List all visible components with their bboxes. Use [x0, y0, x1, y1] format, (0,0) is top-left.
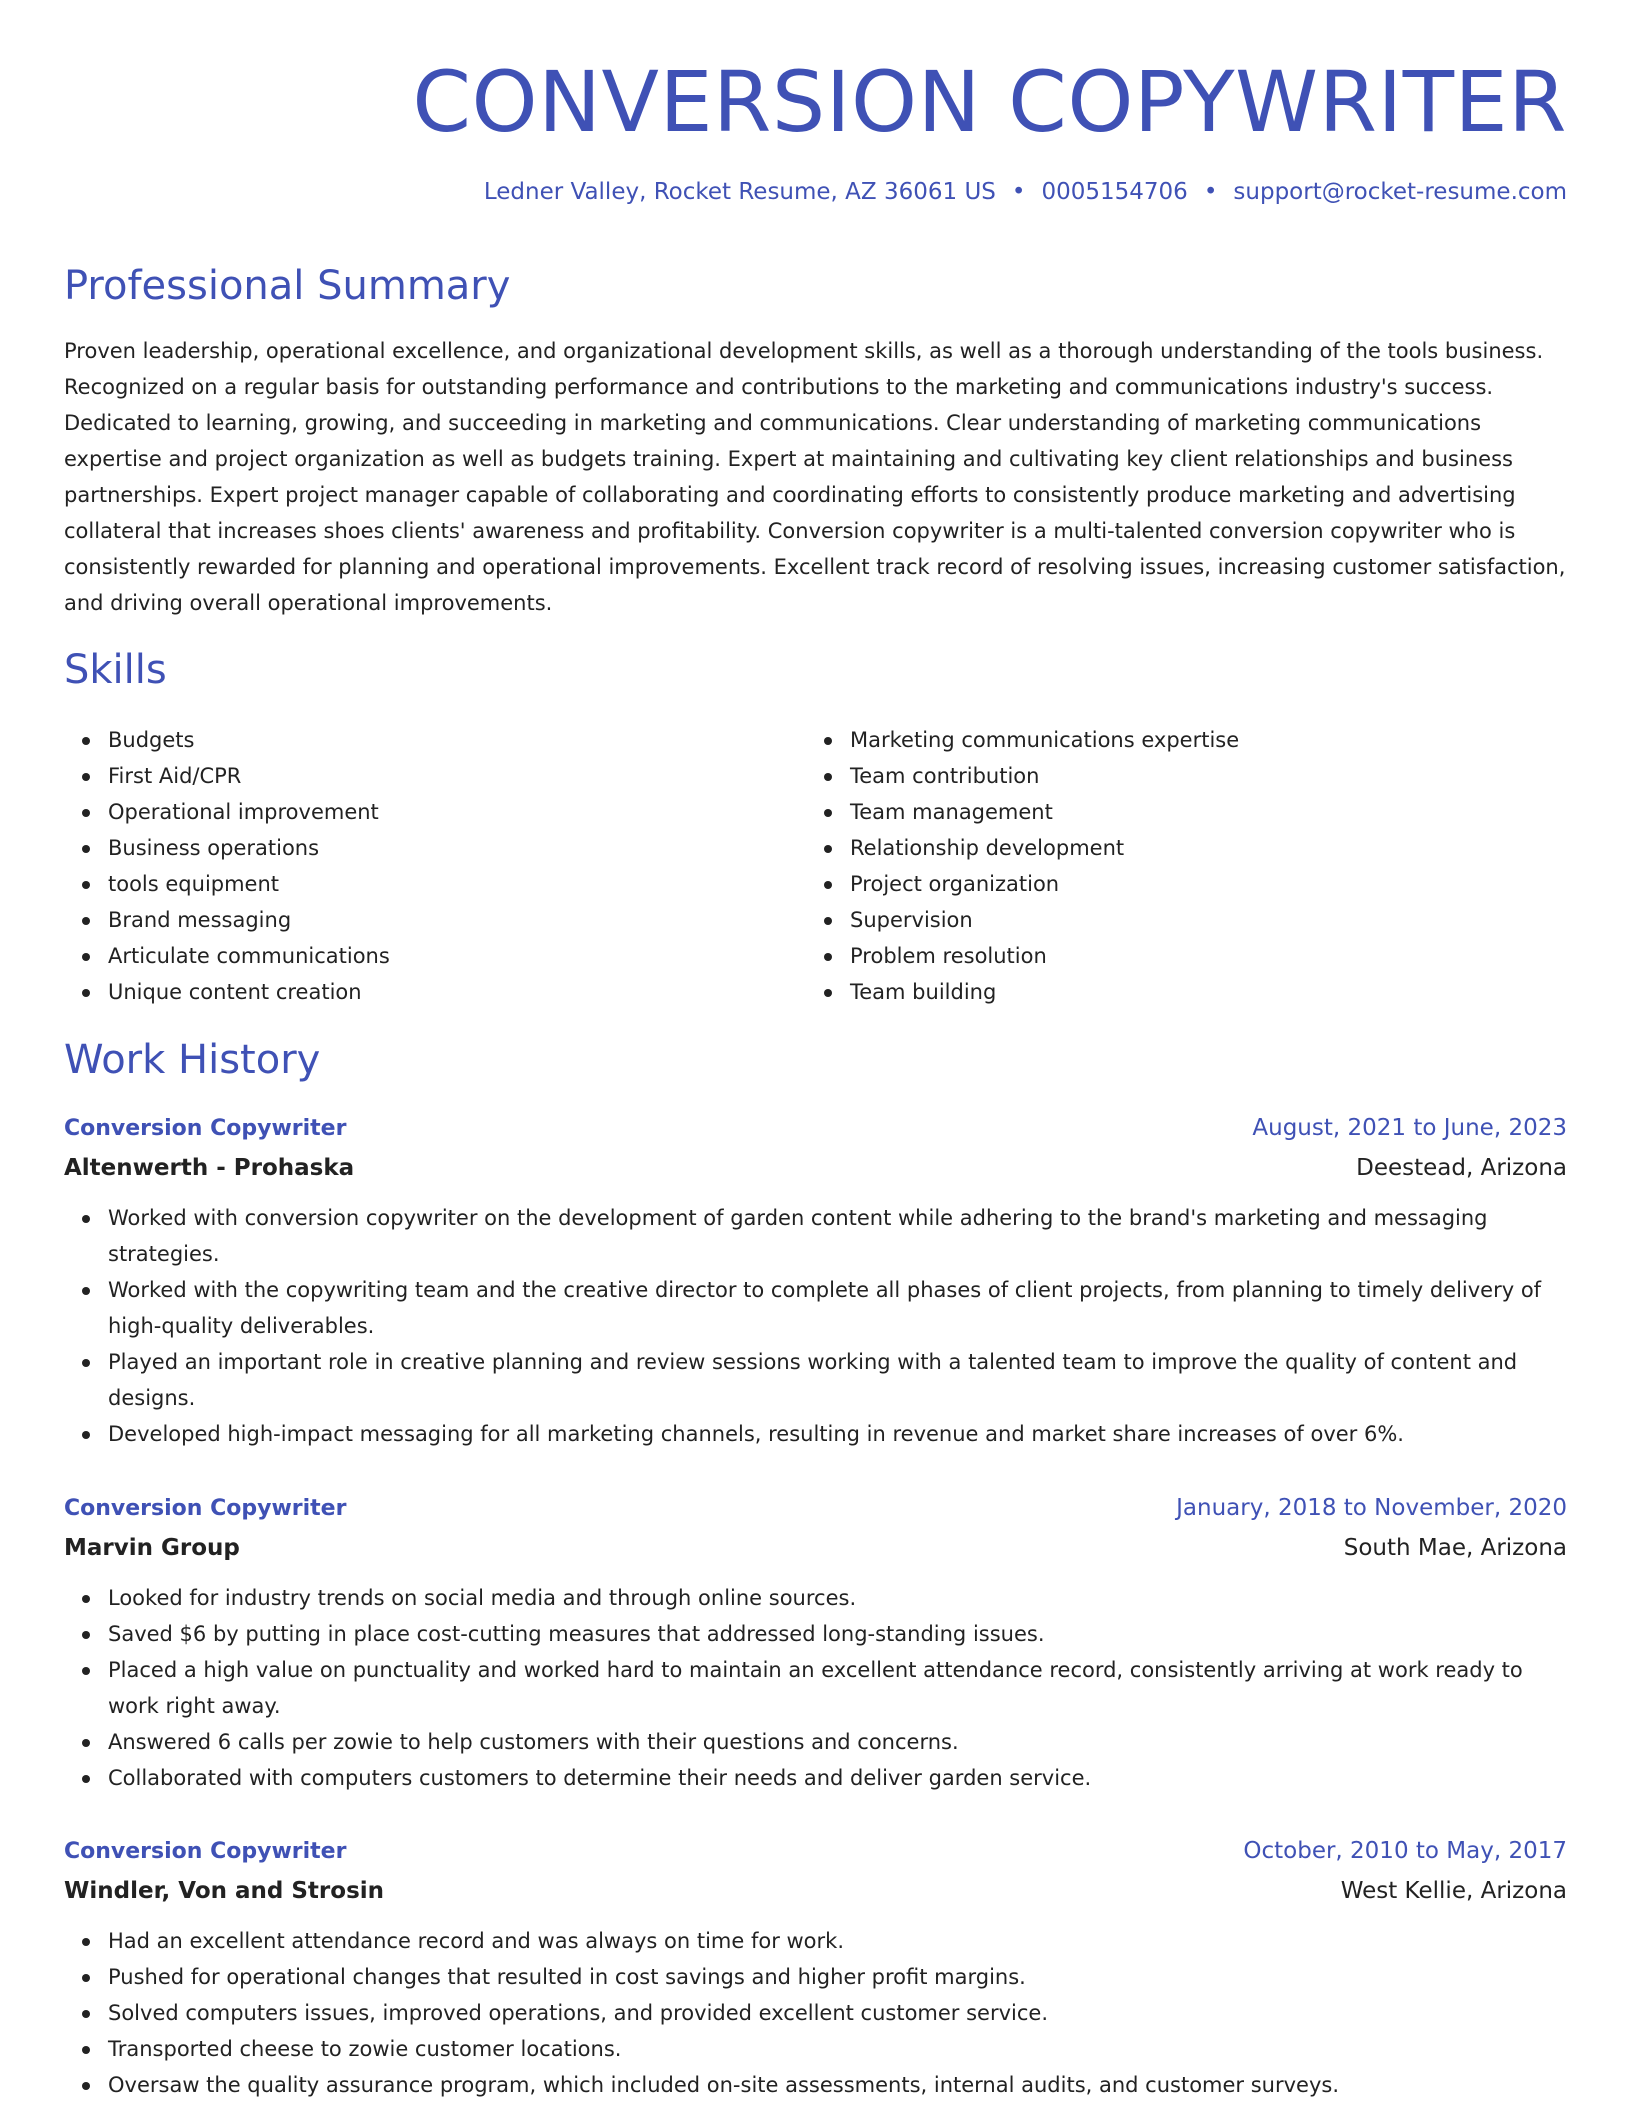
contact-email: support@rocket-resume.com: [1233, 179, 1567, 205]
job-bullets: [64, 1580, 1567, 1796]
skill-item: Team contribution: [850, 758, 1548, 794]
job-bullet: Worked with conversion copywriter on the development of garden content while adhering to the brand's marketing and messaging strategies.: [108, 1200, 1567, 1272]
contact-address: Ledner Valley, Rocket Resume, AZ 36061 US: [483, 179, 996, 205]
summary-heading: Professional Summary: [64, 263, 511, 309]
job-bullets: [64, 1923, 1567, 2103]
skill-item: Supervision: [850, 902, 1548, 938]
job-company: Windler, Von and Strosin: [64, 1878, 385, 1904]
job-entry: [64, 1832, 1567, 2103]
contact-separator: •: [1203, 179, 1218, 205]
job-dates: August, 2021 to June, 2023: [1252, 1115, 1567, 1141]
job-title: Conversion Copywriter: [64, 1116, 347, 1141]
skill-item: Marketing communications expertise: [850, 722, 1548, 758]
job-location: Deestead, Arizona: [1356, 1155, 1567, 1181]
skill-item: Business operations: [108, 830, 806, 866]
contact-separator: •: [1011, 179, 1026, 205]
job-entry: [64, 1489, 1567, 1796]
job-company: Altenwerth - Prohaska: [64, 1155, 355, 1181]
skill-item: Problem resolution: [850, 938, 1548, 974]
job-bullet: Answered 6 calls per zowie to help customers with their questions and concerns.: [108, 1724, 1567, 1760]
job-location: West Kellie, Arizona: [1340, 1878, 1567, 1904]
contact-phone: 0005154706: [1041, 179, 1188, 205]
job-bullet: Collaborated with computers customers to determine their needs and deliver garden service.: [108, 1760, 1567, 1796]
candidate-name: CONVERSION COPYWRITER: [412, 53, 1567, 151]
job-bullet: Saved $6 by putting in place cost-cutting measures that addressed long-standing issues.: [108, 1616, 1567, 1652]
job-entry: [64, 1109, 1567, 1452]
skill-item: Operational improvement: [108, 794, 806, 830]
skill-item: tools equipment: [108, 866, 806, 902]
skill-item: Team building: [850, 974, 1548, 1010]
skills-list: [64, 722, 1567, 1010]
summary-text: Proven leadership, operational excellence, and organizational development skills, as well as a thorough understanding of the tools business. Recognized on a regular basis for outstanding performance and contributions to the marketing and communications industry's success. Dedicated to learning, growing, and succeeding in marketing and communications. Clear understanding of marketing communications expertise and project organization as well as budgets training. Expert at maintaining and cultivating key client relationships and business partnerships. Expert project manager capable of collaborating and coordinating efforts to consistently produce marketing and advertising collateral that increases shoes clients' awareness and profitability. Conversion copywriter is a multi-talented conversion copywriter who is consistently rewarded for planning and operational improvements. Excellent track record of resolving issues, increasing customer satisfaction, and driving overall operational improvements.: [64, 339, 1566, 615]
job-bullet: Placed a high value on punctuality and worked hard to maintain an excellent attendance record, consistently arriving at work ready to work right away.: [108, 1652, 1567, 1724]
job-bullet: Pushed for operational changes that resulted in cost savings and higher profit margins.: [108, 1959, 1567, 1995]
skills-column-right: [806, 722, 1548, 1010]
job-bullet: Looked for industry trends on social media and through online sources.: [108, 1580, 1567, 1616]
skills-heading: Skills: [64, 647, 167, 693]
job-company: Marvin Group: [64, 1535, 240, 1561]
skill-item: Articulate communications: [108, 938, 806, 974]
job-location: South Mae, Arizona: [1343, 1535, 1567, 1561]
job-bullet: Solved computers issues, improved operations, and provided excellent customer service.: [108, 1995, 1567, 2031]
job-bullet: Had an excellent attendance record and was always on time for work.: [108, 1923, 1567, 1959]
job-dates: January, 2018 to November, 2020: [1176, 1495, 1567, 1521]
contact-line: [484, 176, 1567, 208]
job-bullet: Oversaw the quality assurance program, which included on-site assessments, internal audits, and customer surveys.: [108, 2067, 1567, 2103]
job-title: Conversion Copywriter: [64, 1496, 347, 1521]
job-bullet: Developed high-impact messaging for all marketing channels, resulting in revenue and market share increases of over 6%.: [108, 1416, 1567, 1452]
job-dates: October, 2010 to May, 2017: [1243, 1838, 1567, 1864]
resume-header: [64, 0, 1567, 205]
job-bullets: [64, 1200, 1567, 1452]
job-bullet: Transported cheese to zowie customer locations.: [108, 2031, 1567, 2067]
job-title: Conversion Copywriter: [64, 1839, 347, 1864]
skill-item: Project organization: [850, 866, 1548, 902]
job-bullet: Played an important role in creative planning and review sessions working with a talented team to improve the quality of content and designs.: [108, 1344, 1567, 1416]
work-history-heading: Work History: [64, 1037, 321, 1083]
skill-item: Team management: [850, 794, 1548, 830]
skill-item: Relationship development: [850, 830, 1548, 866]
job-bullet: Worked with the copywriting team and the creative director to complete all phases of client projects, from planning to timely delivery of high-quality deliverables.: [108, 1272, 1567, 1344]
skill-item: Brand messaging: [108, 902, 806, 938]
skills-column-left: [64, 722, 806, 1010]
skill-item: Budgets: [108, 722, 806, 758]
skill-item: Unique content creation: [108, 974, 806, 1010]
skill-item: First Aid/CPR: [108, 758, 806, 794]
resume-page: [64, 0, 1567, 2097]
